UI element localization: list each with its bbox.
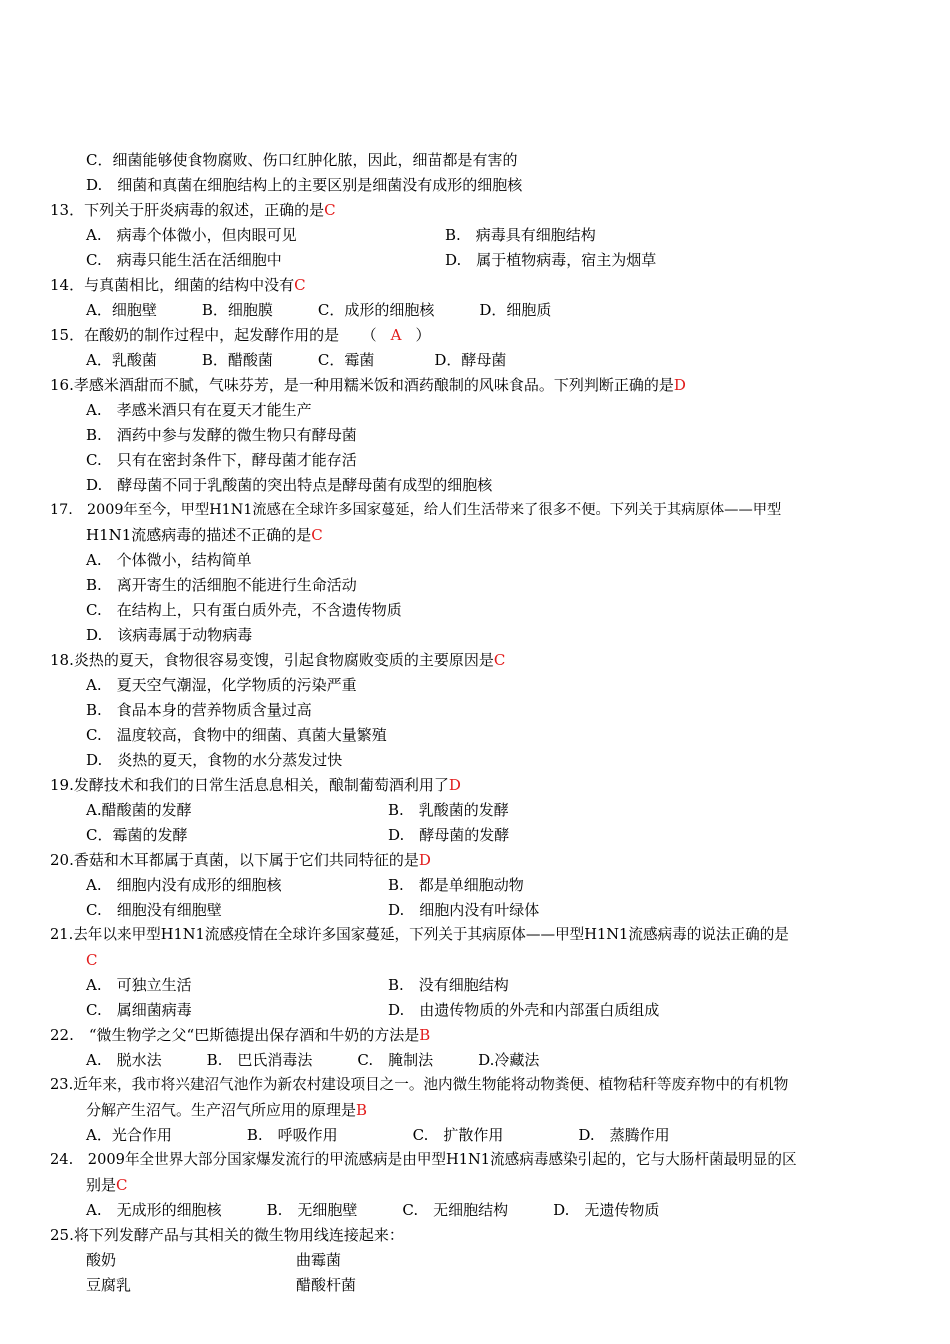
option-13c: C. 病毒只能生活在活细胞中 [86, 251, 282, 269]
question-23: 23.近年来，我市将兴建沼气池作为新农村建设项目之一。池内微生物能将动物粪便、植物秸秆等废弃物中的有机物 [50, 1076, 789, 1093]
option-19d: D. 酵母菌的发酵 [388, 826, 510, 844]
option-18b: B. 食品本身的营养物质含量过高 [86, 701, 312, 719]
option-18c: C. 温度较高，食物中的细菌、真菌大量繁殖 [86, 726, 387, 744]
question-19: 19.发酵技术和我们的日常生活息息相关，酿制葡萄酒利用了D [50, 776, 461, 794]
match-right-1: 曲霉菌 [296, 1251, 342, 1269]
option-16a: A. 孝感米酒只有在夏天才能生产 [86, 401, 312, 419]
option-13a: A. 病毒个体微小，但肉眼可见 [86, 226, 297, 244]
options-14: A．细胞壁 B．细胞膜 C．成形的细胞核 D．细胞质 [86, 301, 552, 319]
options-15: A．乳酸菌 B．醋酸菌 C．霉菌 D．酵母菌 [86, 351, 507, 369]
answer-20: D [418, 851, 431, 869]
option-12c: C．细菌能够使食物腐败、伤口红肿化脓，因此，细苗都是有害的 [86, 151, 518, 169]
option-13d: D. 属于植物病毒，宿主为烟草 [445, 251, 657, 269]
option-12d: D. 细菌和真菌在细胞结构上的主要区别是细菌没有成形的细胞核 [86, 176, 523, 194]
question-22: 22. “微生物学之父“巴斯德提出保存酒和牛奶的方法是B [50, 1026, 431, 1044]
option-17b: B. 离开寄生的活细胞不能进行生命活动 [86, 576, 357, 594]
option-19a: A.醋酸菌的发酵 [86, 801, 192, 819]
question-16: 16.孝感米酒甜而不腻，气味芬芳，是一种用糯米饭和酒药酿制的风味食品。下列判断正确的是D [50, 376, 686, 394]
option-18a: A. 夏天空气潮湿，化学物质的污染严重 [86, 676, 357, 694]
option-21c: C. 属细菌病毒 [86, 1001, 192, 1019]
answer-13: C [324, 201, 336, 219]
question-23-cont: 分解产生沼气。生产沼气所应用的原理是B [86, 1101, 368, 1119]
option-17c: C. 在结构上，只有蛋白质外壳，不含遗传物质 [86, 601, 402, 619]
answer-14: C [294, 276, 306, 294]
match-right-2: 醋酸杆菌 [296, 1276, 357, 1294]
match-left-1: 酸奶 [86, 1251, 117, 1269]
match-left-2: 豆腐乳 [86, 1276, 132, 1294]
option-17d: D. 该病毒属于动物病毒 [86, 626, 253, 644]
answer-17: C [311, 526, 323, 544]
question-21: 21.去年以来甲型H1N1流感疫情在全球许多国家蔓延，下列关于其病原体——甲型H1N1流感病毒的说法正确的是 [50, 926, 789, 943]
question-17-cont: H1N1流感病毒的描述不正确的是C [86, 526, 323, 544]
answer-16: D [673, 376, 686, 394]
option-20d: D. 细胞内没有叶绿体 [388, 901, 540, 919]
options-24: A. 无成形的细胞核 B. 无细胞壁 C. 无细胞结构 D. 无遗传物质 [86, 1201, 660, 1219]
answer-22: B [419, 1026, 431, 1044]
question-13: 13．下列关于肝炎病毒的叙述，正确的是C [50, 201, 336, 219]
question-15: 15．在酸奶的制作过程中，起发酵作用的是 （ A ） [50, 326, 431, 344]
answer-19: D [448, 776, 461, 794]
option-20a: A. 细胞内没有成形的细胞核 [86, 876, 282, 894]
option-21d: D. 由遗传物质的外壳和内部蛋白质组成 [388, 1001, 660, 1019]
options-22: A. 脱水法 B. 巴氏消毒法 C. 腌制法 D.冷藏法 [86, 1051, 540, 1069]
question-25: 25.将下列发酵产品与其相关的微生物用线连接起来： [50, 1226, 404, 1244]
question-17: 17. 2009年至今，甲型H1N1流感在全球许多国家蔓延，给人们生活带来了很多不便。下列关于其病原体——甲型 [50, 502, 782, 518]
answer-21: C [86, 951, 98, 969]
answer-23: B [356, 1101, 368, 1119]
option-16d: D. 酵母菌不同于乳酸菌的突出特点是酵母菌有成型的细胞核 [86, 476, 493, 494]
option-13b: B. 病毒具有细胞结构 [445, 226, 596, 244]
answer-15: A [390, 326, 402, 344]
option-16b: B. 酒药中参与发酵的微生物只有酵母菌 [86, 426, 357, 444]
answer-24: C [116, 1176, 128, 1194]
option-21a: A. 可独立生活 [86, 976, 192, 994]
option-20b: B. 都是单细胞动物 [388, 876, 524, 894]
option-20c: C. 细胞没有细胞壁 [86, 901, 222, 919]
answer-18: C [493, 651, 506, 669]
question-18: 18.炎热的夏天，食物很容易变馊，引起食物腐败变质的主要原因是C [50, 651, 506, 669]
option-18d: D. 炎热的夏天，食物的水分蒸发过快 [86, 751, 343, 769]
option-19c: C．霉菌的发酵 [86, 826, 188, 844]
option-17a: A. 个体微小，结构简单 [86, 551, 252, 569]
question-14: 14．与真菌相比，细菌的结构中没有C [50, 276, 306, 294]
option-16c: C. 只有在密封条件下，酵母菌才能存活 [86, 451, 357, 469]
question-24: 24. 2009年全世界大部分国家爆发流行的甲流感病是由甲型H1N1流感病毒感染引起的，它与大肠杆菌最明显的区 [50, 1151, 797, 1168]
option-19b: B. 乳酸菌的发酵 [388, 801, 509, 819]
option-21b: B. 没有细胞结构 [388, 976, 509, 994]
options-23: A．光合作用 B. 呼吸作用 C. 扩散作用 D. 蒸腾作用 [86, 1126, 670, 1144]
question-24-cont: 别是C [86, 1176, 128, 1194]
question-20: 20.香菇和木耳都属于真菌，以下属于它们共同特征的是D [50, 851, 431, 869]
